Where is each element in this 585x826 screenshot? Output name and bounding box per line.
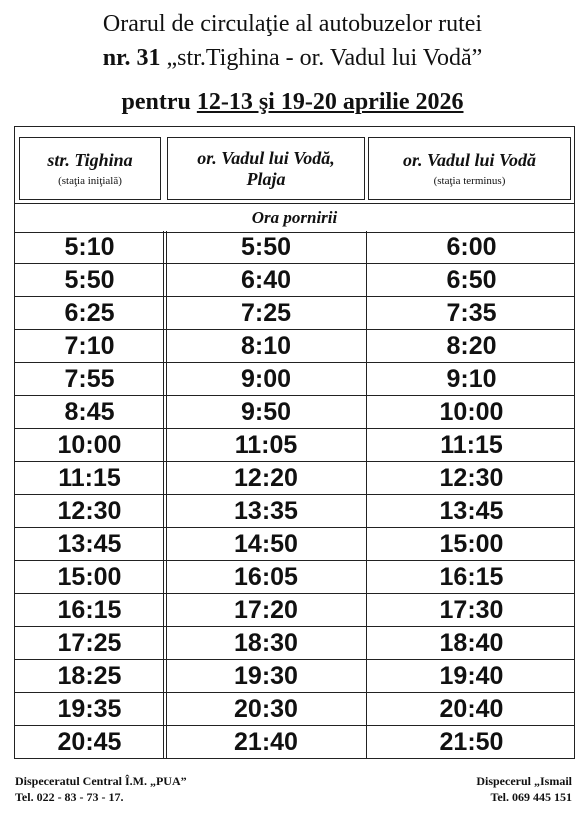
table-row [15, 693, 574, 726]
dispatch-central-phone: Tel. 022 - 83 - 73 - 17. [15, 790, 124, 804]
table-row [15, 264, 574, 297]
departure-time: 8:10 [240, 332, 292, 360]
dispatch-central-name: Dispeceratul Central Î.M. „PUA” [15, 774, 187, 788]
table-row [15, 594, 574, 627]
dates-prefix: pentru [121, 89, 191, 115]
departure-time: 11:05 [234, 431, 298, 459]
departure-time: 9:50 [240, 398, 292, 426]
departure-time: 6:00 [446, 233, 497, 261]
departure-time: 5:10 [64, 233, 115, 261]
departure-time: 7:10 [64, 332, 115, 360]
departure-time: 21:50 [439, 728, 504, 756]
departure-time: 20:30 [234, 695, 298, 723]
departure-time: 5:50 [240, 233, 292, 261]
departure-time: 18:30 [234, 629, 298, 657]
departure-time: 18:25 [57, 662, 122, 690]
table-row [15, 528, 574, 561]
departure-time: 19:35 [57, 695, 122, 723]
departure-time: 5:50 [64, 266, 115, 294]
departure-time: 10:00 [57, 431, 122, 459]
column-name: str. Tighina [47, 149, 133, 170]
departure-time: 7:35 [446, 299, 497, 327]
table-row [15, 330, 574, 363]
departure-time: 17:30 [439, 596, 504, 624]
departure-time: 13:35 [234, 497, 298, 525]
departure-time: 6:50 [446, 266, 497, 294]
departure-time: 12:30 [439, 464, 504, 492]
departure-time: 6:40 [240, 266, 292, 294]
departure-time: 12:20 [234, 464, 298, 492]
column-header-terminus [368, 137, 571, 200]
dispatch-local-name: Dispecerul „Ismail [476, 774, 572, 788]
table-row [15, 297, 574, 330]
departure-time: 20:45 [57, 728, 122, 756]
timetable [14, 126, 575, 759]
column-header-tighina [19, 137, 161, 200]
departure-time: 16:15 [57, 596, 122, 624]
departure-time: 17:20 [234, 596, 298, 624]
departure-time: 21:40 [234, 728, 298, 756]
departure-time: 15:00 [57, 563, 122, 591]
column-subtitle: (staţia terminus) [433, 174, 506, 187]
table-row [15, 429, 574, 462]
departure-time: 11:15 [440, 431, 503, 459]
dispatch-central [15, 773, 187, 805]
departure-time: 10:00 [439, 398, 504, 426]
departure-time: 9:00 [240, 365, 292, 393]
departure-time: 19:30 [234, 662, 298, 690]
timetable-rows [15, 231, 574, 758]
table-row [15, 396, 574, 429]
column-header-plaja [167, 137, 365, 200]
column-subtitle: (staţia iniţială) [58, 174, 122, 187]
departure-time: 19:40 [439, 662, 504, 690]
route-name: „str.Tighina - or. Vadul lui Vodă” [166, 45, 483, 71]
departure-time: 7:25 [240, 299, 292, 327]
dispatch-local-phone: Tel. 069 445 151 [490, 790, 572, 804]
departure-time: 15:00 [439, 530, 504, 558]
table-row [15, 495, 574, 528]
departure-time: 18:40 [439, 629, 504, 657]
table-row [15, 231, 574, 264]
table-row [15, 726, 574, 759]
section-label: Ora pornirii [15, 203, 574, 233]
departure-time: 14:50 [234, 530, 298, 558]
departure-time: 8:20 [446, 332, 497, 360]
table-row [15, 561, 574, 594]
column-name: or. Vadul lui Vodă [402, 149, 537, 170]
validity-dates [0, 88, 585, 116]
departure-time: 13:45 [57, 530, 122, 558]
departure-time: 16:05 [234, 563, 298, 591]
table-row [15, 627, 574, 660]
departure-time: 13:45 [439, 497, 504, 525]
departure-time: 11:15 [58, 464, 121, 492]
departure-time: 7:55 [64, 365, 115, 393]
departure-time: 16:15 [439, 563, 504, 591]
dispatch-local [476, 773, 572, 805]
route-title [0, 44, 585, 72]
column-name: or. Vadul lui Vodă, [197, 147, 335, 168]
route-number: nr. 31 [102, 45, 161, 71]
departure-time: 9:10 [446, 365, 497, 393]
column-name-line2: Plaja [246, 168, 286, 189]
departure-time: 6:25 [64, 299, 115, 327]
departure-time: 20:40 [439, 695, 504, 723]
table-row [15, 363, 574, 396]
schedule-title: Orarul de circulaţie al autobuzelor rutei [102, 11, 483, 37]
departure-time: 8:45 [64, 398, 115, 426]
table-row [15, 462, 574, 495]
table-row [15, 660, 574, 693]
dates-value: 12-13 şi 19-20 aprilie 2026 [196, 89, 464, 115]
departure-time: 12:30 [57, 497, 122, 525]
departure-time: 17:25 [57, 629, 122, 657]
